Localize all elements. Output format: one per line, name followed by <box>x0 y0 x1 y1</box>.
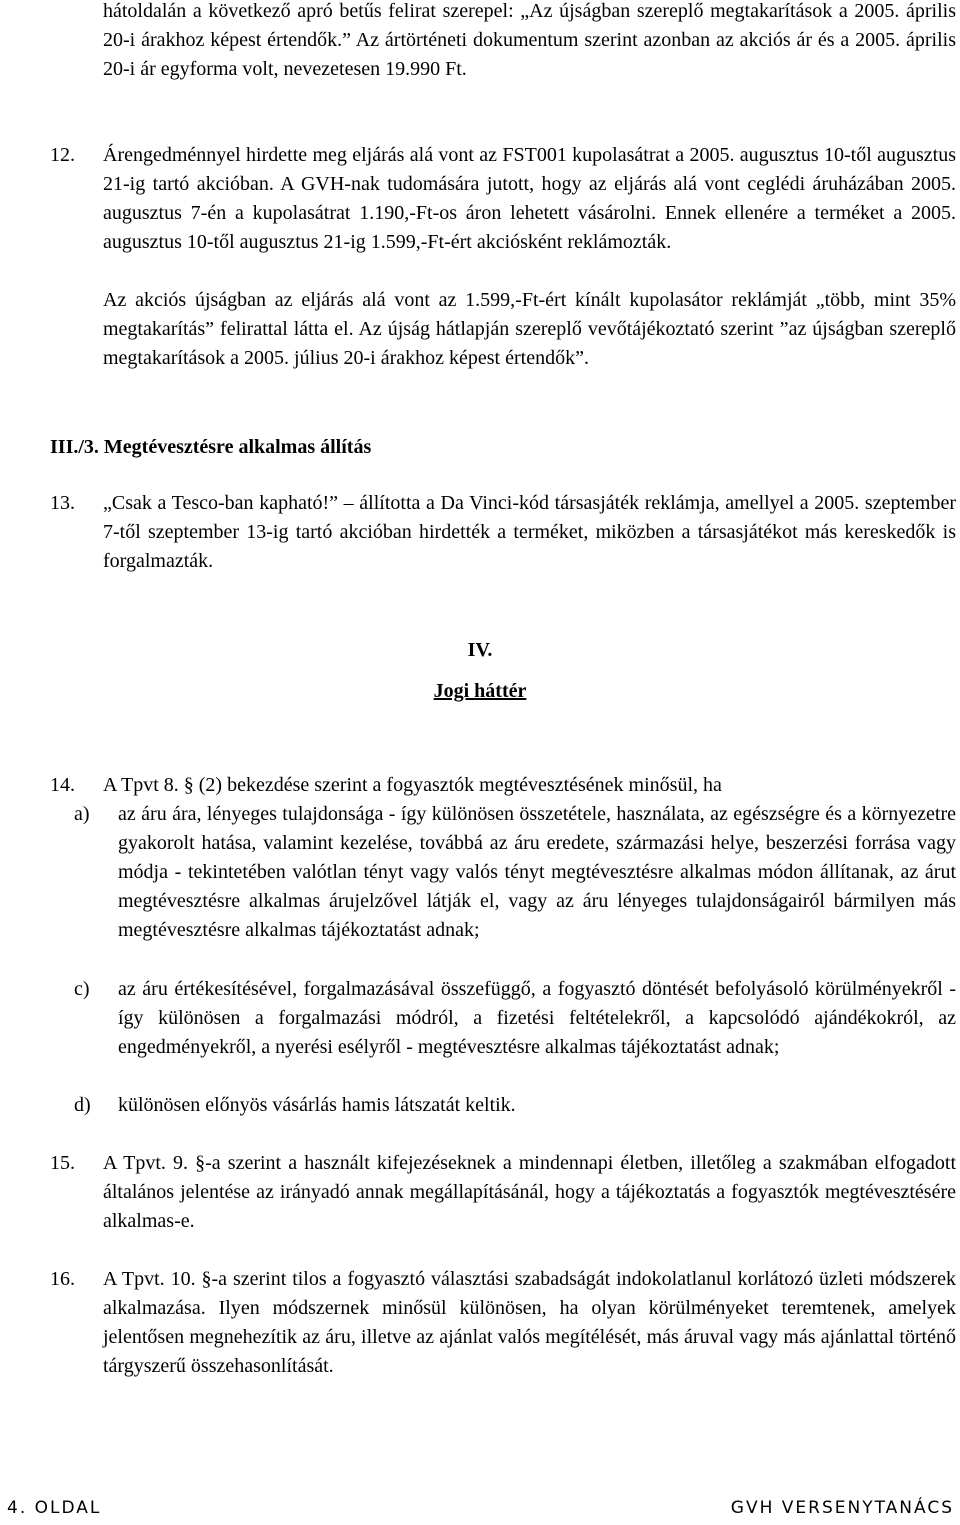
paragraph-number-13: 13. <box>50 492 75 514</box>
section-heading: III./3. Megtévesztésre alkalmas állítás <box>50 436 372 458</box>
continuation-paragraph: hátoldalán a következő apró betűs felirat szerepel: „Az újságban szereplő megtakarítások a 2005. április 20-i árakhoz képest értendők.” Az ártörténeti dokumentum szerint azonban az akciós ár és a 2005. április 20-i ár egyforma volt, nevezetesen 19.990 Ft. <box>103 0 956 80</box>
footer-organization: GVH VERSENYTANÁCS <box>730 1498 954 1518</box>
chapter-number: IV. <box>467 639 493 661</box>
chapter-title-wrap <box>0 677 960 706</box>
paragraph-12-text: Árengedménnyel hirdette meg eljárás alá vont az FST001 kupolasátrat a 2005. augusztus 10-től augusztus 21-ig tartó akcióban. A GVH-nak tudomására jutott, hogy az eljárás alá vont ceglédi áruházában 2005. augusztus 7-én a kupolasátrat 1.190,-Ft-os áron lehetett vásárolni. Ennek ellenére a terméket a 2005. augusztus 10-től augusztus 21-ig 1.599,-Ft-ért akciósként reklámozták. <box>103 144 956 253</box>
footer-page-number: 4. OLDAL <box>7 1498 102 1518</box>
paragraph-number-16: 16. <box>50 1268 75 1290</box>
paragraph-12-text-2: Az akciós újságban az eljárás alá vont az 1.599,-Ft-ért kínált kupolasátor reklámját „több, mint 35% megtakarítás” felirattal látta el. Az újság hátlapján szereplő vevőtájékoztató szerint ”az újságban szereplő megtakarítások a 2005. július 20-i árakhoz képest értendők”. <box>103 289 956 369</box>
list-item-letter: d) <box>74 1094 91 1116</box>
paragraph-number-15: 15. <box>50 1152 75 1174</box>
paragraph-number-14: 14. <box>50 774 75 796</box>
paragraph-15-text: A Tpvt. 9. §-a szerint a használt kifejezéseknek a mindennapi életben, illetőleg a szakmában elfogadott általános jelentése az irányadó annak megállapításánál, hogy a tájékoztatás a fogyasztók megtévesztésére alkalmas-e. <box>103 1152 956 1232</box>
list-item-letter: a) <box>74 803 90 825</box>
list-item-text: az áru ára, lényeges tulajdonsága - így különösen összetétele, használata, az egészségre és a környezetre gyakorolt hatása, valamint kezelése, továbbá az áru eredete, származási helye, beszerzési forrása vagy módja - tekintetében valótlan tényt vagy valós tényt megtévesztésre alkalmas módon állítanak, az árut megtévesztésre alkalmas árujelzővel látják el, vagy az áru lényeges tulajdonságairól bármilyen más megtévesztésre alkalmas tájékoztatást adnak; <box>118 803 956 941</box>
list-item-letter: c) <box>74 978 90 1000</box>
list-item-text: az áru értékesítésével, forgalmazásával összefüggő, a fogyasztó döntését befolyásoló körülményekről - így különösen a forgalmazási módról, a fizetési feltételekről, a kapcsolódó ajándékokról, az engedményekről, a nyerési esélyről - megtévesztésre alkalmas tájékoztatást adnak; <box>118 978 956 1058</box>
paragraph-number-12: 12. <box>50 144 75 166</box>
paragraph-16-text: A Tpvt. 10. §-a szerint tilos a fogyasztó választási szabadságát indokolatlanul korlátozó üzleti módszerek alkalmazása. Ilyen módszernek minősül különösen, ha olyan körülményeket teremtenek, amelyek jelentősen megnehezítik az áru, illetve az ajánlat valós megítélését, más áruval vagy más ajánlattal történő tárgyszerű összehasonlítását. <box>103 1268 956 1377</box>
list-item-text: különösen előnyös vásárlás hamis látszatát keltik. <box>118 1094 516 1116</box>
paragraph-13-text: „Csak a Tesco-ban kapható!” – állította a Da Vinci-kód társasjáték reklámja, amellyel a 2005. szeptember 7-től szeptember 13-ig tartó akcióban hirdették a terméket, miközben a társasjátékot más kereskedők is forgalmazták. <box>103 492 956 572</box>
paragraph-14-text: A Tpvt 8. § (2) bekezdése szerint a fogyasztók megtévesztésének minősül, ha <box>103 774 722 796</box>
chapter-title: Jogi háttér <box>433 680 527 702</box>
